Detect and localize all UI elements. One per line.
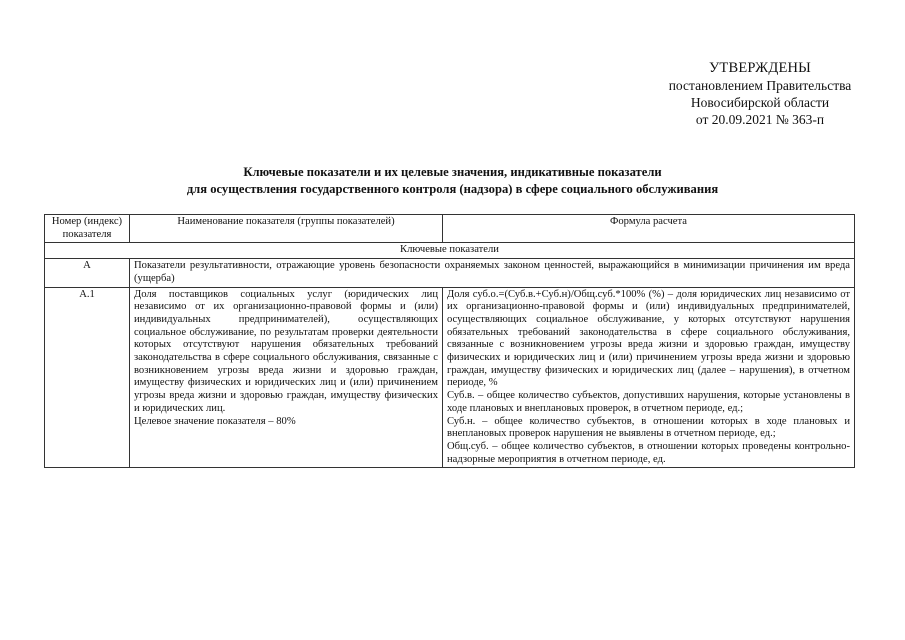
- header-number: Номер (индекс) показателя: [45, 215, 130, 243]
- formula-total: Общ.суб. – общее количество субъектов, в отношении которых проведены контрольно-надзорные мероприятия в отчетном периоде, ед.: [447, 440, 850, 465]
- table-header-row: [45, 215, 855, 243]
- row-a1-formula-cell: [443, 287, 855, 468]
- table-row: [45, 259, 855, 287]
- approval-line-3: от 20.09.2021 № 363-п: [695, 112, 825, 127]
- table-row: [45, 287, 855, 468]
- section-key-indicators: Ключевые показатели: [45, 243, 855, 259]
- indicators-table: [44, 214, 855, 468]
- section-row: [45, 243, 855, 259]
- formula-main: Доля суб.о.=(Суб.в.+Суб.н)/Общ.суб.*100% (%) – доля юридических лиц независимо от их организационно-правовой формы и (или) индивидуальных предпринимателей, осуществляющих социальное обслуживание, у которых отсутствуют нарушения обязательных требований законодательства в сфере социального обслуживания, связанные с возникновением угрозы вреда жизни и здоровью граждан, имуществу физических и юридических лиц и (или) причинением угрозы вреда жизни и здоровью граждан, имуществу физических и юридических лиц (далее – нарушения), в отчетном периоде, %: [447, 288, 850, 389]
- row-a1-index: А.1: [45, 287, 130, 468]
- row-a1-name-cell: [130, 287, 443, 468]
- row-a-text: Показатели результативности, отражающие уровень безопасности охраняемых законом ценностей, выражающийся в минимизации причинения им вреда (ущерба): [130, 259, 855, 287]
- header-formula: Формула расчета: [443, 215, 855, 243]
- header-name: Наименование показателя (группы показателей): [130, 215, 443, 243]
- approval-line-1: постановлением Правительства: [668, 78, 852, 93]
- row-a-index: А: [45, 259, 130, 287]
- formula-sub-n: Суб.н. – общее количество субъектов, в отношении которых в ходе плановых и внеплановых проверок нарушения не выявлены в отчетном периоде, ед.;: [447, 415, 850, 440]
- approval-stamp: [630, 60, 890, 128]
- title-line-2: для осуществления государственного контроля (надзора) в сфере социального обслуживания: [186, 182, 719, 196]
- row-a1-target: Целевое значение показателя – 80%: [134, 415, 296, 427]
- row-a1-name: Доля поставщиков социальных услуг (юридических лиц независимо от их организационно-правовой формы и (или) индивидуальных предпринимателей), осуществляющих социальное обслуживание, по результатам проверки деятельности которых отсутствуют нарушения обязательных требований законодательства в сфере социального обслуживания, связанные с возникновением угрозы вреда жизни и здоровью граждан, имуществу физических и юридических лиц и (или) причинением угрозы вреда жизни и здоровью граждан, имуществу физических и юридических лиц.: [134, 288, 438, 414]
- approval-heading: УТВЕРЖДЕНЫ: [708, 60, 812, 76]
- title-line-1: Ключевые показатели и их целевые значения, индикативные показатели: [243, 165, 662, 179]
- approval-line-2: Новосибирской области: [690, 95, 830, 110]
- formula-sub-v: Суб.в. – общее количество субъектов, допустивших нарушения, которые установлены в ходе плановых и внеплановых проверок, в отчетном периоде, ед.;: [447, 390, 850, 414]
- document-title: [60, 164, 845, 198]
